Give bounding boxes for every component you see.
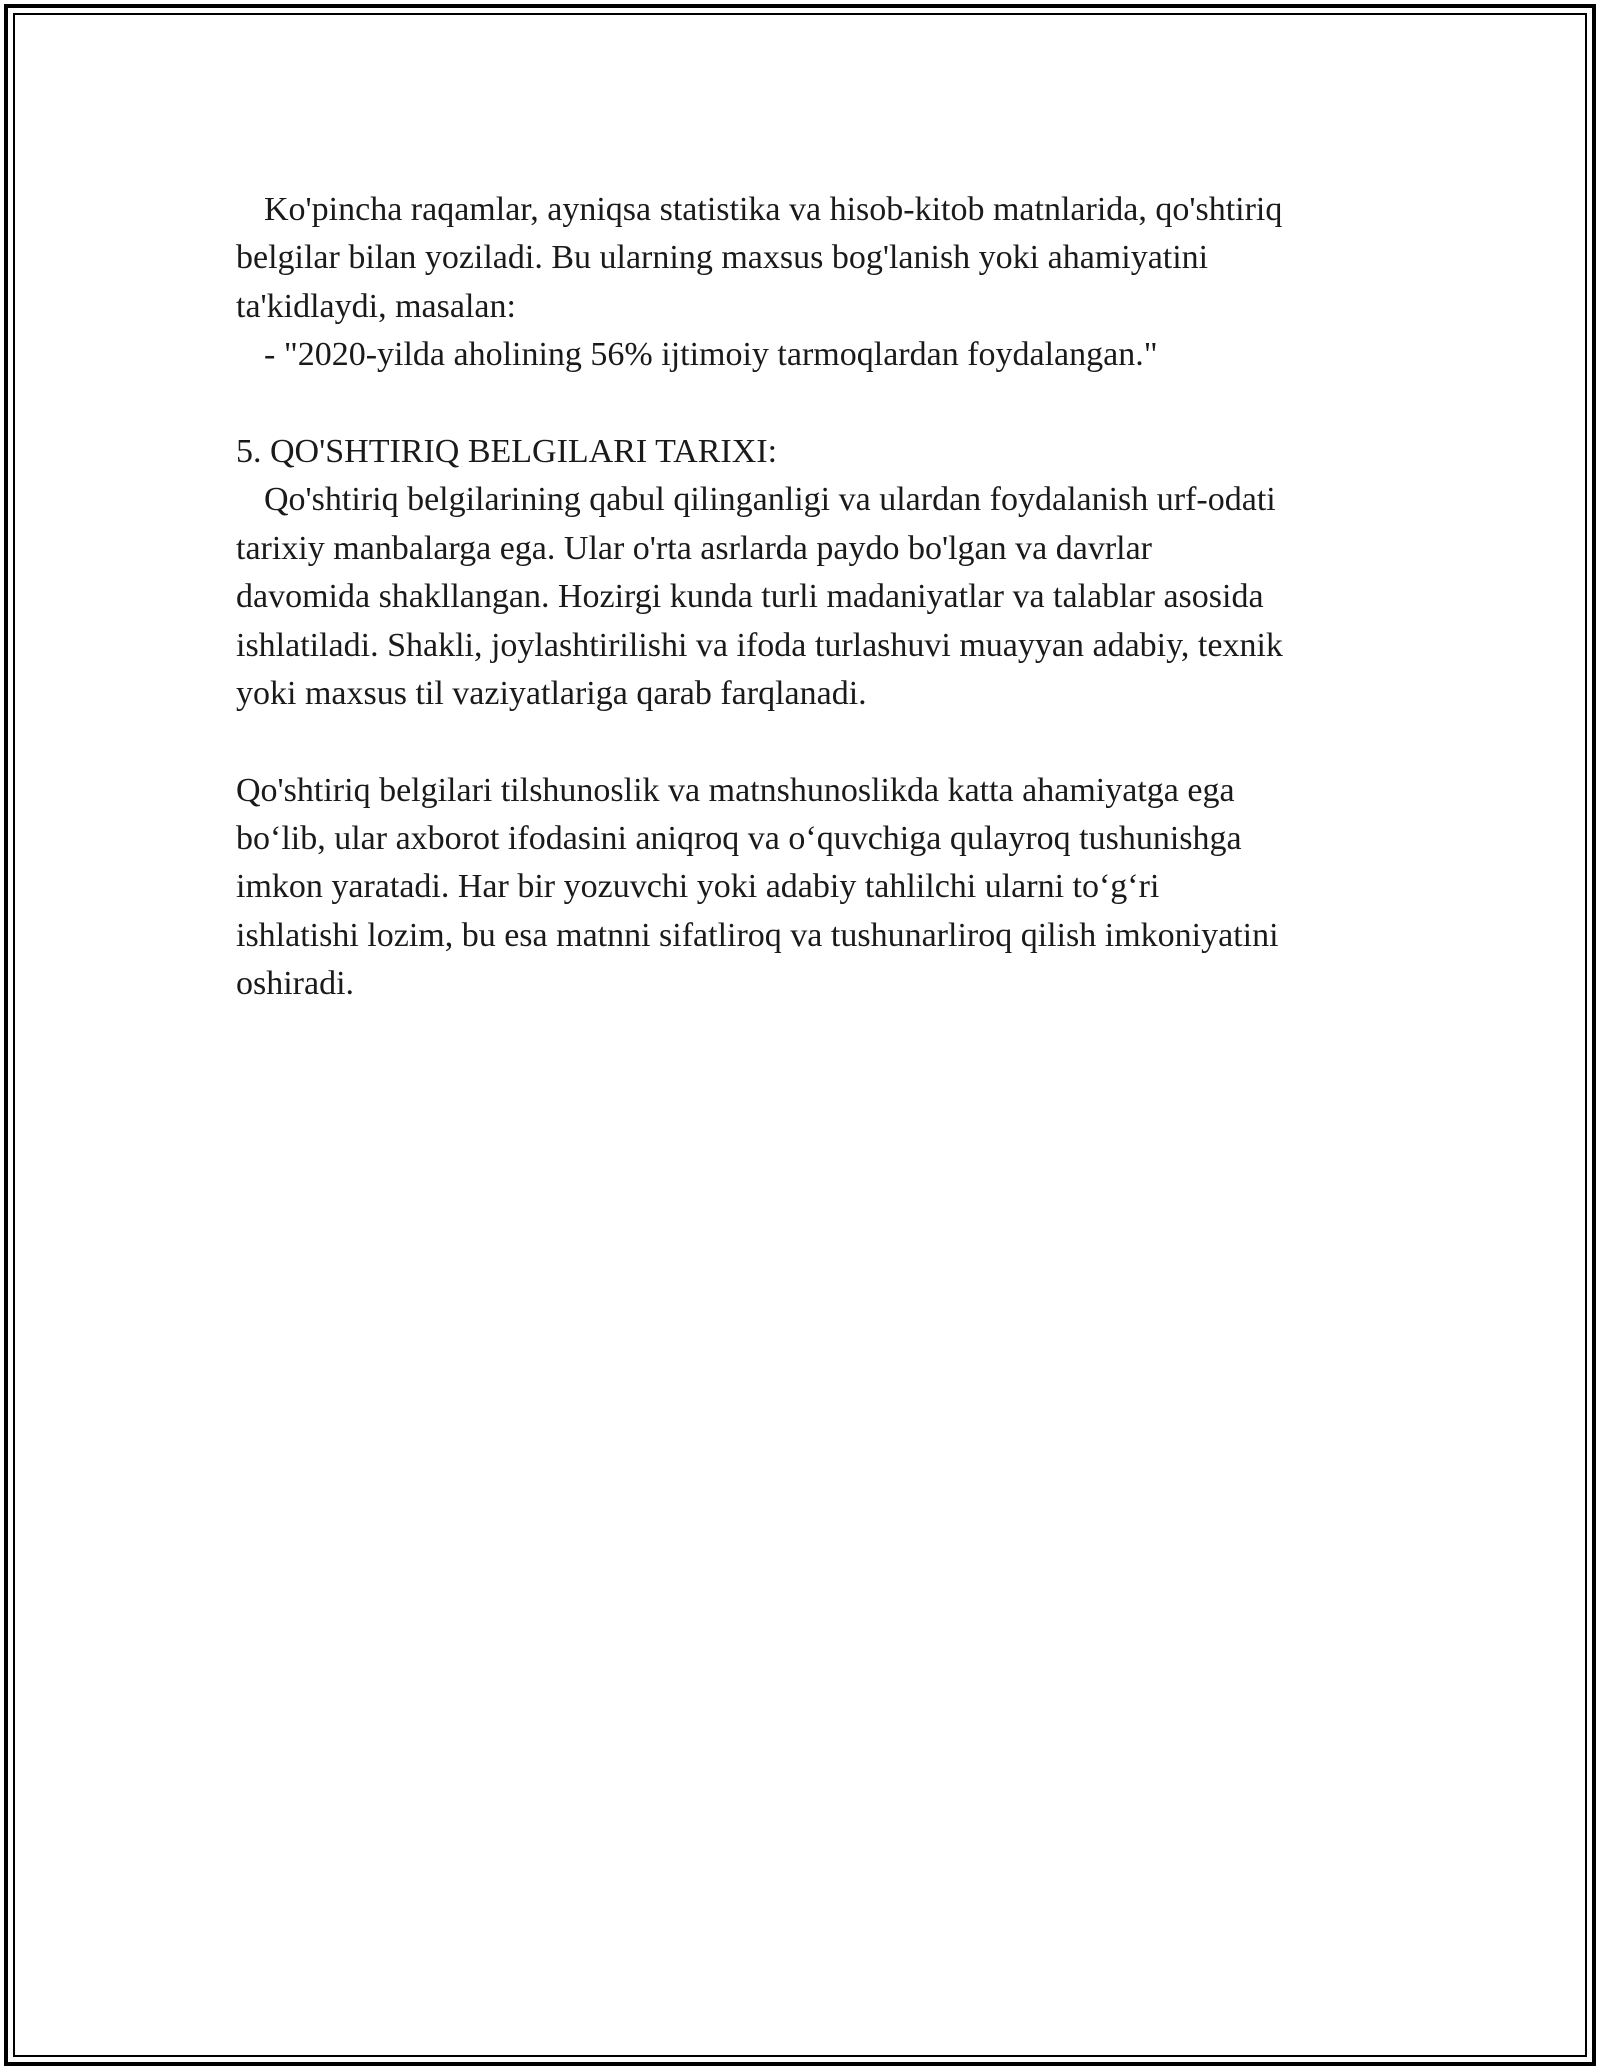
paragraph-spacer [236, 718, 1396, 766]
text-line: tarixiy manbalarga ega. Ular o'rta asrlarda paydo bo'lgan va davrlar [236, 529, 1153, 567]
text-line: ishlatiladi. Shakli, joylashtirilishi va ifoda turlashuvi muayyan adabiy, texnik [236, 626, 1283, 664]
paragraph-conclusion [236, 767, 1396, 1009]
text-line: oshiradi. [236, 965, 355, 1003]
text-line: bo‘lib, ular axborot ifodasini aniqroq va o‘quvchiga qulayroq tushunishga [236, 820, 1242, 858]
section-history [236, 428, 1396, 718]
text-line: Qo'shtiriq belgilari tilshunoslik va matnshunoslikda katta ahamiyatga ega [236, 771, 1235, 809]
text-line: belgilar bilan yoziladi. Bu ularning maxsus bog'lanish yoki ahamiyatini [236, 239, 1209, 277]
example-quote: - "2020-yilda aholining 56% ijtimoiy tarmoqlardan foydalangan." [264, 336, 1158, 374]
paragraph-spacer [236, 380, 1396, 428]
text-line: ishlatishi lozim, bu esa matnni sifatliroq va tushunarliroq qilish imkoniyatini [236, 916, 1279, 954]
document-body [236, 186, 1396, 1009]
text-line: ta'kidlaydi, masalan: [236, 287, 516, 325]
section-heading: 5. QO'SHTIRIQ BELGILARI TARIXI: [236, 432, 778, 470]
text-line: Ko'pincha raqamlar, ayniqsa statistika va hisob-kitob matnlarida, qo'shtiriq [264, 191, 1283, 228]
paragraph-numbers-intro [236, 186, 1396, 380]
text-line: yoki maxsus til vaziyatlariga qarab farqlanadi. [236, 674, 867, 712]
text-line: davomida shakllangan. Hozirgi kunda turli madaniyatlar va talablar asosida [236, 578, 1264, 616]
text-line: imkon yaratadi. Har bir yozuvchi yoki adabiy tahlilchi ularni to‘g‘ri [236, 868, 1160, 906]
text-line: Qo'shtiriq belgilarining qabul qilinganligi va ulardan foydalanish urf-odati [264, 481, 1276, 519]
